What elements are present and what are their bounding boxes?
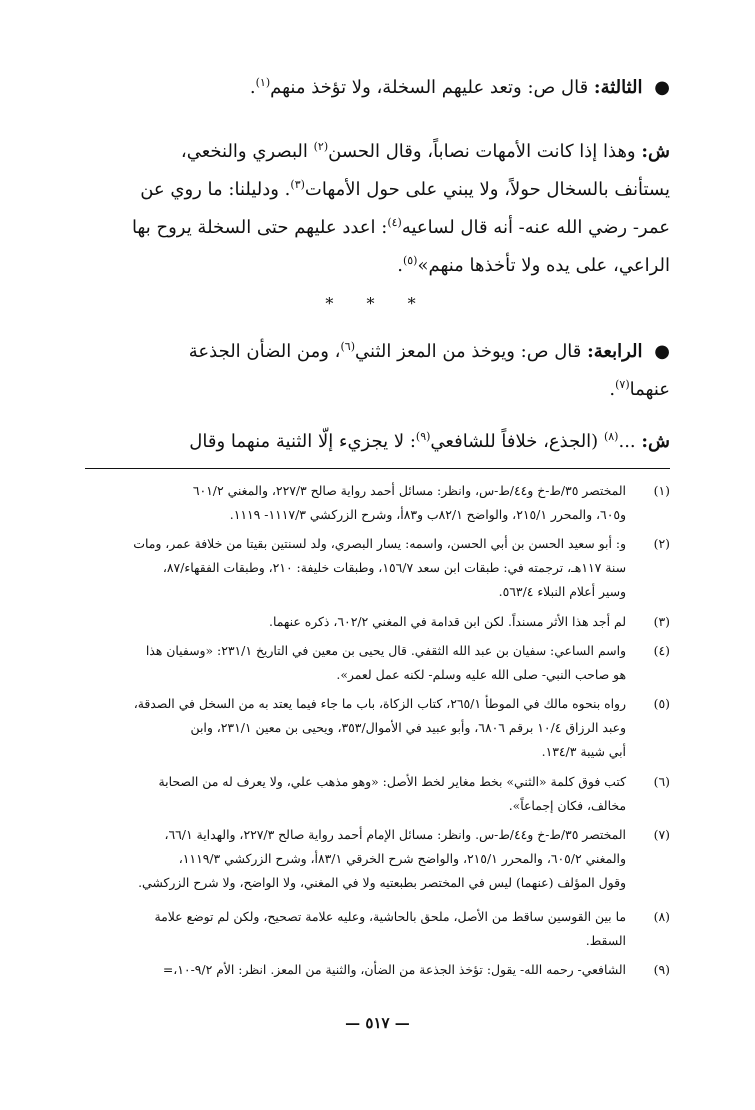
footnote-line: هو صاحب النبي- صلى الله عليه وسلم- لكنه عمل لعمر».: [336, 667, 626, 682]
footnote-number: (٩): [653, 962, 670, 977]
text-span: قال ص: ويوخذ من المعز الثني: [355, 341, 582, 362]
section-fourth: [78, 333, 670, 409]
text-span: : لا يجزيء إلّا الثنية منهما وقال: [189, 431, 416, 452]
footnote-line: السقط.: [585, 933, 626, 948]
footnote-line: سنة ١١٧هـ، ترجمته في: طبقات ابن سعد ١٥٦/٧، وطبقات خليفة: ٢١٠، وطبقات الفقهاء/٨٧،: [162, 560, 626, 575]
page-number: — ٥١٧ —: [345, 1014, 410, 1032]
footnote-line: كتب فوق كلمة «الثني» بخط مغاير لخط الأصل: «وهو مذهب علي، ولا يعرف له من الصحابة: [158, 774, 626, 789]
footnote: [78, 532, 670, 604]
text-line: [78, 333, 670, 371]
section-text: قال ص: وتعد عليهم السخلة، ولا تؤخذ منهم: [270, 77, 589, 98]
footnote-number: (٢): [653, 536, 670, 551]
footnote-number: (٧): [653, 827, 670, 842]
text-span: يستأنف بالسخال حولاً، ولا يبني على حول الأمهات: [304, 179, 670, 200]
footnote-line: لم أجد هذا الأثر مسنداً. لكن ابن قدامة في المغني ٦٠٢/٢، ذكره عنهما.: [269, 614, 626, 629]
text-span: وهذا إذا كانت الأمهات نصاباً، وقال الحسن: [328, 141, 636, 162]
text-span: . ودليلنا: ما روي عن: [140, 179, 291, 200]
footnote-line: الشافعي- رحمه الله- يقول: تؤخذ الجذعة من الضأن، والثنية من المعز. انظر: الأم ٩/٢-١٠،=: [162, 962, 626, 977]
text-line: [78, 247, 670, 285]
text-span: ...: [618, 431, 636, 452]
footnote-line: مخالف، فكان إجماعاً».: [508, 798, 626, 813]
bullet-icon: ●: [654, 77, 670, 98]
footnote: [78, 905, 670, 953]
footnote: [78, 610, 670, 634]
footnote-number: (٣): [653, 614, 670, 629]
footnote-ref[interactable]: (٨): [603, 430, 619, 443]
footnote-ref[interactable]: (٤): [387, 216, 402, 229]
footnote-divider: [85, 468, 670, 469]
text-span: عنهما: [629, 379, 670, 400]
footnote: [78, 639, 670, 687]
footnote-line: وعبد الرزاق ١٠/٤ برقم ٦٨٠٦، وأبو عبيد في الأموال/٣٥٣، ويحيى بن معين ٢٣١/١، وابن: [190, 720, 626, 735]
commentary-paragraph: [78, 423, 670, 461]
section-title: الرابعة:: [587, 341, 643, 362]
footnote-number: (١): [653, 483, 670, 498]
commentary-paragraph: [78, 133, 670, 285]
footnote-ref[interactable]: (١): [255, 76, 271, 89]
footnote-line: ما بين القوسين ساقط من الأصل، ملحق بالحاشية، وعليه علامة تصحيح، ولكن لم توضع علامة: [154, 909, 626, 924]
text-line: [78, 209, 670, 247]
footnote-line: وقول المؤلف (عنهما) ليس في المختصر بطبعتيه ولا في المغني، ولا الواضح، ولا شرح الزركشي.: [138, 875, 626, 890]
section-third-line: [78, 69, 670, 107]
footnote-ref[interactable]: (٧): [615, 378, 630, 391]
bullet-icon: ●: [654, 341, 670, 362]
text-line: [78, 171, 670, 209]
footnote-line: و٦٠٥، والمحرر ٢١٥/١، والواضح ٨٢/١ب و٨٣أ، وشرح الزركشي ١١١٧/٣- ١١١٩.: [229, 507, 626, 522]
text-line: [78, 423, 670, 461]
footnote: [78, 823, 670, 895]
text-span: عمر- رضي الله عنه- أنه قال لساعيه: [401, 217, 670, 238]
footnote-number: (٦): [653, 774, 670, 789]
section-separator: * * *: [325, 294, 430, 313]
footnote-line: واسم الساعي: سفيان بن عبد الله الثقفي. قال يحيى بن معين في التاريخ ٢٣١/١: «وسفيان هذا: [145, 643, 626, 658]
footnote-line: المختصر ٣٥/ط-خ و٤٤/ط-س. وانظر: مسائل الإمام أحمد رواية صالح ٢٢٧/٣، والهداية ٦٦/١،: [164, 827, 626, 842]
text-span: ، ومن الضأن الجذعة: [188, 341, 341, 362]
footnote: [78, 770, 670, 818]
text-span: البصري والنخعي،: [180, 141, 308, 162]
text-span: (الجذع، خلافاً للشافعي: [430, 431, 599, 452]
footnote-line: أبي شيبة ١٣٤/٣.: [541, 744, 626, 759]
footnote: [78, 692, 670, 764]
footnote-ref[interactable]: (٣): [290, 178, 305, 191]
footnote-line: وسير أعلام النبلاء ٥٦٣/٤.: [498, 584, 626, 599]
commentary-label: ش:: [641, 431, 670, 452]
text-span: الراعي، على يده ولا تأخذها منهم»: [417, 255, 670, 276]
text-line: [78, 371, 670, 409]
text-line: [78, 133, 670, 171]
footnote: [78, 479, 670, 527]
punctuation: .: [249, 77, 256, 98]
footnote-line: و: أبو سعيد الحسن بن أبي الحسن، واسمه: يسار البصري، ولد لسنتين بقيتا من خلافة عمر، ومات: [133, 536, 626, 551]
section-third: [78, 69, 670, 107]
footnote: [78, 958, 670, 982]
section-title: الثالثة:: [593, 77, 643, 98]
text-span: .: [609, 379, 616, 400]
footnote-ref[interactable]: (٢): [313, 140, 329, 153]
text-span: : اعدد عليهم حتى السخلة يروح بها: [131, 217, 388, 238]
text-span: .: [397, 255, 403, 276]
footnote-line: والمغني ٦٠٥/٢، والمحرر ٢١٥/١، والواضح شرح الخرقي ٨٣/١أ، وشرح الزركشي ١١١٩/٣،: [178, 851, 626, 866]
footnote-ref[interactable]: (٥): [402, 254, 418, 267]
footnote-number: (٨): [653, 909, 670, 924]
footnote-line: رواه بنحوه مالك في الموطأ ٢٦٥/١، كتاب الزكاة، باب ما جاء فيما يعتد به من السخل في الصدقة،: [133, 696, 626, 711]
footnote-number: (٥): [653, 696, 670, 711]
footnote-ref[interactable]: (٦): [340, 340, 356, 353]
commentary-label: ش:: [641, 141, 670, 162]
footnote-number: (٤): [653, 643, 670, 658]
footnote-line: المختصر ٣٥/ط-خ و٤٤/ط-س، وانظر: مسائل أحمد رواية صالح ٢٢٧/٣، والمغني ٦٠١/٢: [192, 483, 626, 498]
footnote-ref[interactable]: (٩): [415, 430, 431, 443]
